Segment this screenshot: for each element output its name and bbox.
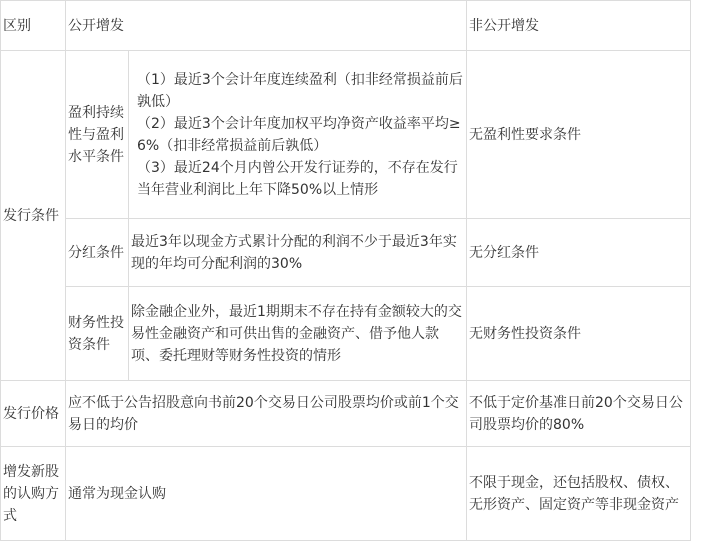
investment-condition-private: 无财务性投资条件: [467, 287, 691, 381]
profit-condition-item-3: （3）最近24个月内曾公开发行证券的，不存在发行当年营业利润比上年下降50%以上情形: [137, 159, 458, 198]
subscription-method-private: 不限于现金，还包括股权、债权、无形资产、固定资产等非现金资产: [467, 447, 691, 541]
row-profit-condition: [1, 51, 691, 219]
profit-condition-private: 无盈利性要求条件: [467, 51, 691, 219]
profit-condition-public: [129, 51, 467, 219]
header-cell-private-issue: 非公开增发: [467, 1, 691, 51]
issue-price-private: 不低于定价基准日前20个交易日公司股票均价的80%: [467, 381, 691, 447]
header-cell-public-issue: 公开增发: [66, 1, 467, 51]
investment-condition-label: 财务性投资条件: [66, 287, 129, 381]
row-issue-price: [1, 381, 691, 447]
subscription-method-label: 增发新股的认购方式: [1, 447, 66, 541]
profit-condition-item-2: （2）最近3个会计年度加权平均净资产收益率平均≥6%（扣非经常损益前后孰低）: [137, 115, 461, 154]
subscription-method-public: 通常为现金认购: [66, 447, 467, 541]
dividend-condition-private: 无分红条件: [467, 219, 691, 287]
header-cell-distinction: 区别: [1, 1, 66, 51]
row-dividend-condition: [1, 219, 691, 287]
issue-conditions-label: 发行条件: [1, 51, 66, 381]
row-investment-condition: [1, 287, 691, 381]
investment-condition-public: 除金融企业外，最近1期期末不存在持有金额较大的交易性金融资产和可供出售的金融资产、借予他人款项、委托理财等财务性投资的情形: [129, 287, 467, 381]
issue-price-label: 发行价格: [1, 381, 66, 447]
dividend-condition-public: 最近3年以现金方式累计分配的利润不少于最近3年实现的年均可分配利润的30%: [129, 219, 467, 287]
dividend-condition-label: 分红条件: [66, 219, 129, 287]
profit-condition-label: 盈利持续性与盈利水平条件: [66, 51, 129, 219]
row-subscription-method: [1, 447, 691, 541]
profit-condition-item-1: （1）最近3个会计年度连续盈利（扣非经常损益前后孰低）: [137, 71, 463, 110]
issue-price-public: 应不低于公告招股意向书前20个交易日公司股票均价或前1个交易日的均价: [66, 381, 467, 447]
header-row: [1, 1, 691, 51]
